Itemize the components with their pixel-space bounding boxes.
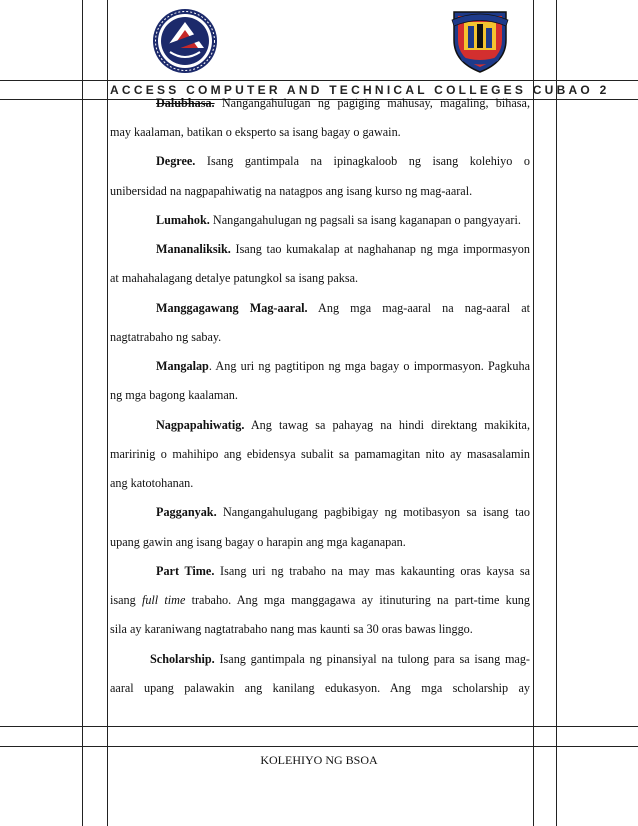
term-scholarship: Scholarship. bbox=[150, 652, 215, 666]
line-dalubhasa-cont: may kaalaman, batikan o eksperto sa isang bagay o gawain. bbox=[110, 125, 401, 139]
term-dalubhasa: Dalubhasa. bbox=[156, 96, 215, 110]
term-nagpapahiwatig: Nagpapahiwatig. bbox=[156, 418, 245, 432]
acces-seal-logo bbox=[152, 8, 218, 74]
line-dalubhasa bbox=[110, 95, 530, 111]
footer-department: KOLEHIYO NG BSOA bbox=[260, 753, 378, 767]
term-part-time: Part Time. bbox=[156, 564, 215, 578]
line-degree-cont: unibersidad na nagpapahiwatig na natagpos ang isang kurso ng mag-aaral. bbox=[110, 184, 473, 198]
def-pagganyak: Nangangahulugang pagbibigay ng motibasyon sa isang tao bbox=[216, 505, 530, 519]
line-part-time-cont bbox=[110, 592, 530, 608]
line-degree bbox=[110, 153, 530, 169]
line-nagpapahiwatig bbox=[110, 417, 530, 433]
left-margin-rule-outer bbox=[82, 0, 83, 826]
term-manggagawang-mag-aaral: Manggagawang Mag-aaral. bbox=[156, 301, 308, 315]
left-margin-rule-inner bbox=[107, 0, 108, 826]
right-margin-rule-inner bbox=[533, 0, 534, 826]
line-part-time bbox=[110, 563, 530, 579]
text-full-time: full time bbox=[141, 593, 186, 607]
line-mananaliksik-cont: at mahahalagang detalye patungkol sa isang paksa. bbox=[110, 271, 359, 285]
def-lumahok: Nangangahulugan ng pagsali sa isang kaganapan o pangyayari. bbox=[209, 213, 521, 227]
line-lumahok bbox=[110, 212, 530, 228]
line-scholarship-cont: aaral upang palawakin ang kanilang edukasyon. Ang mga scholarship ay bbox=[110, 681, 530, 695]
right-margin-rule-outer bbox=[556, 0, 557, 826]
line-mangalap-cont: ng mga bagong kaalaman. bbox=[110, 388, 238, 402]
def-mananaliksik: Isang tao kumakalap at naghahanap ng mga impormasyon bbox=[230, 242, 530, 256]
def-nagpapahiwatig: Ang tawag sa pahayag na hindi direktang makikita, bbox=[244, 418, 530, 432]
def-mangalap: . Ang uri ng pagtitipon ng mga bagay o impormasyon. Pagkuha bbox=[208, 359, 530, 373]
term-mananaliksik: Mananaliksik. bbox=[156, 242, 231, 256]
header-rule-top bbox=[0, 80, 638, 81]
line-part-time-end: sila ay karaniwang nagtatrabaho nang mas kaunti sa 30 oras bawas linggo. bbox=[110, 622, 473, 636]
school-name-header: ACCESS COMPUTER AND TECHNICAL COLLEGES CUBAO 2 bbox=[110, 83, 610, 97]
term-pagganyak: Pagganyak. bbox=[156, 505, 217, 519]
footer-rule-top bbox=[0, 726, 638, 727]
term-lumahok: Lumahok. bbox=[156, 213, 210, 227]
term-mangalap: Mangalap bbox=[156, 359, 209, 373]
def-part-time: Isang uri ng trabaho na may mas kakaunting oras kaysa sa bbox=[214, 564, 530, 578]
line-pagganyak-cont: upang gawin ang isang bagay o harapin ang mga kaganapan. bbox=[110, 535, 406, 549]
line-manggagawang-cont: nagtatrabaho ng sabay. bbox=[110, 330, 222, 344]
line-mangalap bbox=[110, 358, 530, 374]
line-pagganyak bbox=[110, 504, 530, 520]
line-nagpapahiwatig-cont: maririnig o mahihipo ang ebidensya subalit sa pamamagitan nito ay masasalamin bbox=[110, 447, 530, 461]
def-dalubhasa: Nangangahulugan ng pagiging mahusay, magaling, bihasa, bbox=[214, 96, 530, 110]
footer-rule-bottom bbox=[0, 746, 638, 747]
text-isang: isang bbox=[110, 593, 142, 607]
term-degree: Degree. bbox=[156, 154, 196, 168]
text-trabaho: trabaho. Ang mga manggagawa ay itinuturing na part-time kung bbox=[185, 593, 530, 607]
line-scholarship bbox=[110, 651, 530, 667]
def-scholarship: Isang gantimpala ng pinansiyal na tulong para sa isang mag- bbox=[214, 652, 530, 666]
def-degree: Isang gantimpala na ipinagkaloob ng isang kolehiyo o bbox=[195, 154, 530, 168]
line-mananaliksik bbox=[110, 241, 530, 257]
line-nagpapahiwatig-end: ang katotohanan. bbox=[110, 476, 194, 490]
line-manggagawang bbox=[110, 300, 530, 316]
def-manggagawang-mag-aaral: Ang mga mag-aaral na nag-aaral at bbox=[307, 301, 530, 315]
college-crest-logo bbox=[446, 6, 514, 74]
